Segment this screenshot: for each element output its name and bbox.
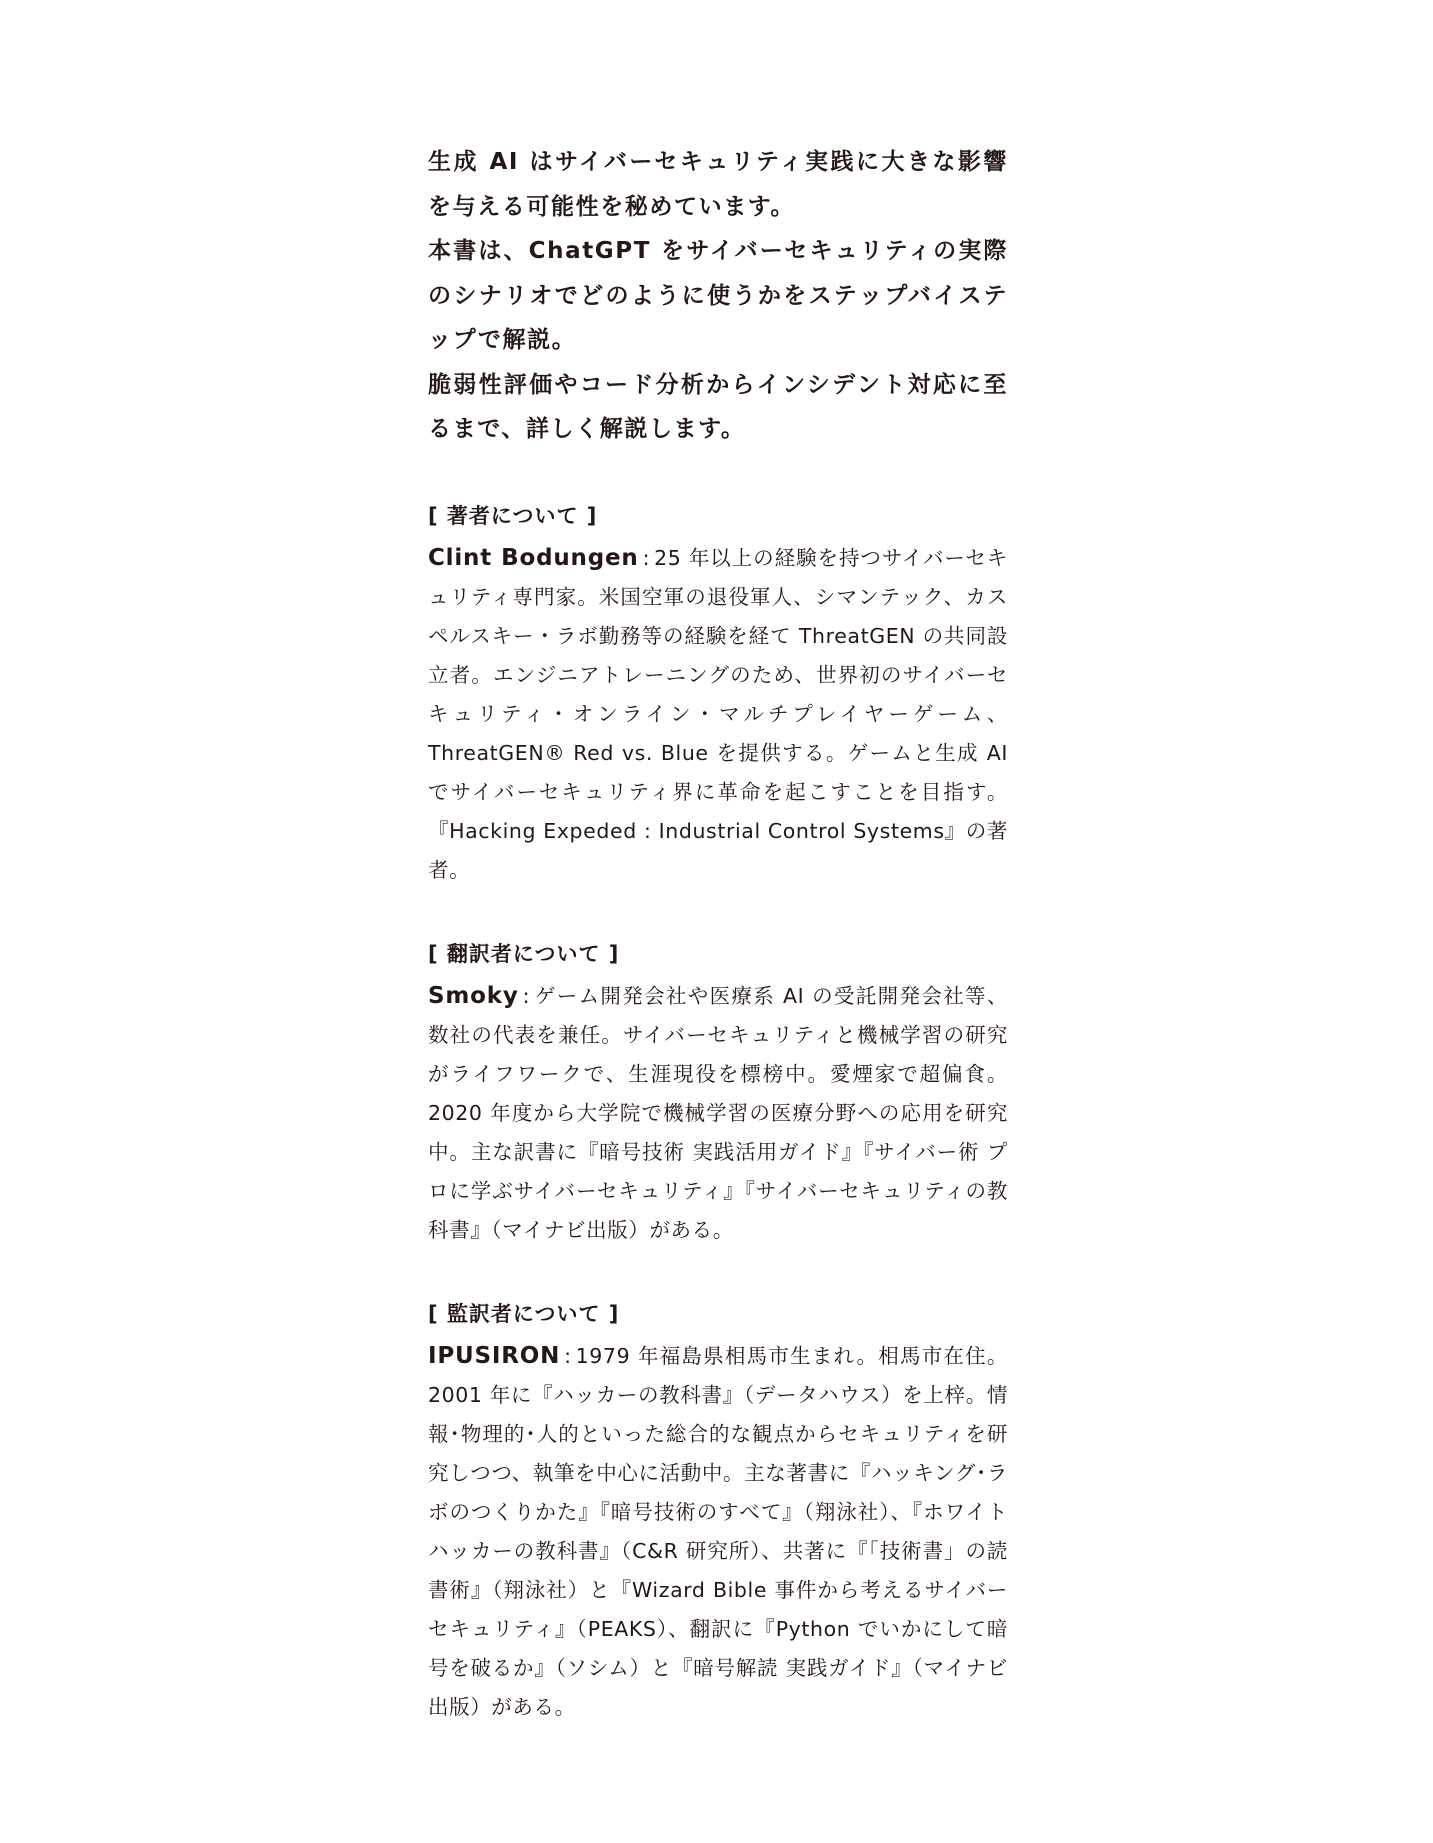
name-separator: :: [642, 545, 651, 570]
supervisor-section: [428, 1299, 1008, 1727]
translator-name: Smoky: [428, 982, 519, 1009]
book-description-page: [428, 140, 1008, 1727]
translator-section: [428, 939, 1008, 1250]
author-name: Clint Bodungen: [428, 544, 639, 571]
intro-paragraph: 生成 AI はサイバーセキュリティ実践に大きな影響を与える可能性を秘めています。: [428, 149, 1008, 220]
translator-heading: [ 翻訳者について ]: [428, 941, 620, 966]
translator-bio-paragraph: [428, 977, 1008, 1250]
supervisor-heading: [ 監訳者について ]: [428, 1301, 620, 1326]
author-bio: 25 年以上の経験を持つサイバーセキュリティ専門家。米国空軍の退役軍人、シマンテック、カスペルスキー・ラボ勤務等の経験を経て ThreatGEN の共同設立者。エンジニアトレーニングのため、世界初のサイバーセキュリティ・オンライン・マルチプレイヤーゲーム、ThreatGEN® Red vs. Blue を提供する。ゲームと生成 AI でサイバーセキュリティ界に革命を起こすことを目指す。『Hacking Expeded : Industrial Control Systems』の著者。: [428, 545, 1008, 882]
intro-paragraph: 脆弱性評価やコード分析からインシデント対応に至るまで、詳しく解説します。: [428, 371, 1008, 442]
author-section: [428, 501, 1008, 890]
supervisor-name: IPUSIRON: [428, 1342, 561, 1369]
intro-block: [428, 140, 1008, 452]
author-heading: [ 著者について ]: [428, 503, 598, 528]
translator-bio: ゲーム開発会社や医療系 AI の受託開発会社等、数社の代表を兼任。サイバーセキュリティと機械学習の研究がライフワークで、生涯現役を標榜中。愛煙家で超偏食。2020 年度から大学院で機械学習の医療分野への応用を研究中。主な訳書に『暗号技術 実践活用ガイド』『サイバー術 プロに学ぶサイバーセキュリティ』『サイバーセキュリティの教科書』（マイナビ出版）がある。: [428, 983, 1008, 1242]
author-bio-paragraph: [428, 539, 1008, 890]
supervisor-bio-paragraph: [428, 1337, 1008, 1727]
name-separator: :: [564, 1343, 572, 1368]
name-separator: :: [522, 983, 531, 1008]
supervisor-bio: 1979 年福島県相馬市生まれ。相馬市在住。2001 年に『ハッカーの教科書』（データハウス）を上梓。情報･物理的･人的といった総合的な観点からセキュリティを研究しつつ、執筆を中心に活動中。主な著書に『ハッキング･ラボのつくりかた』『暗号技術のすべて』（翔泳社）、『ホワイトハッカーの教科書』（C&R 研究所）、共著に『「技術書」の読書術』（翔泳社）と『Wizard Bible 事件から考えるサイバーセキュリティ』（PEAKS）、翻訳に『Python でいかにして暗号を破るか』（ソシム）と『暗号解読 実践ガイド』（マイナビ出版）がある。: [428, 1343, 1008, 1719]
intro-paragraph: 本書は、ChatGPT をサイバーセキュリティの実際のシナリオでどのように使うかをステップバイステップで解説。: [428, 238, 1008, 353]
